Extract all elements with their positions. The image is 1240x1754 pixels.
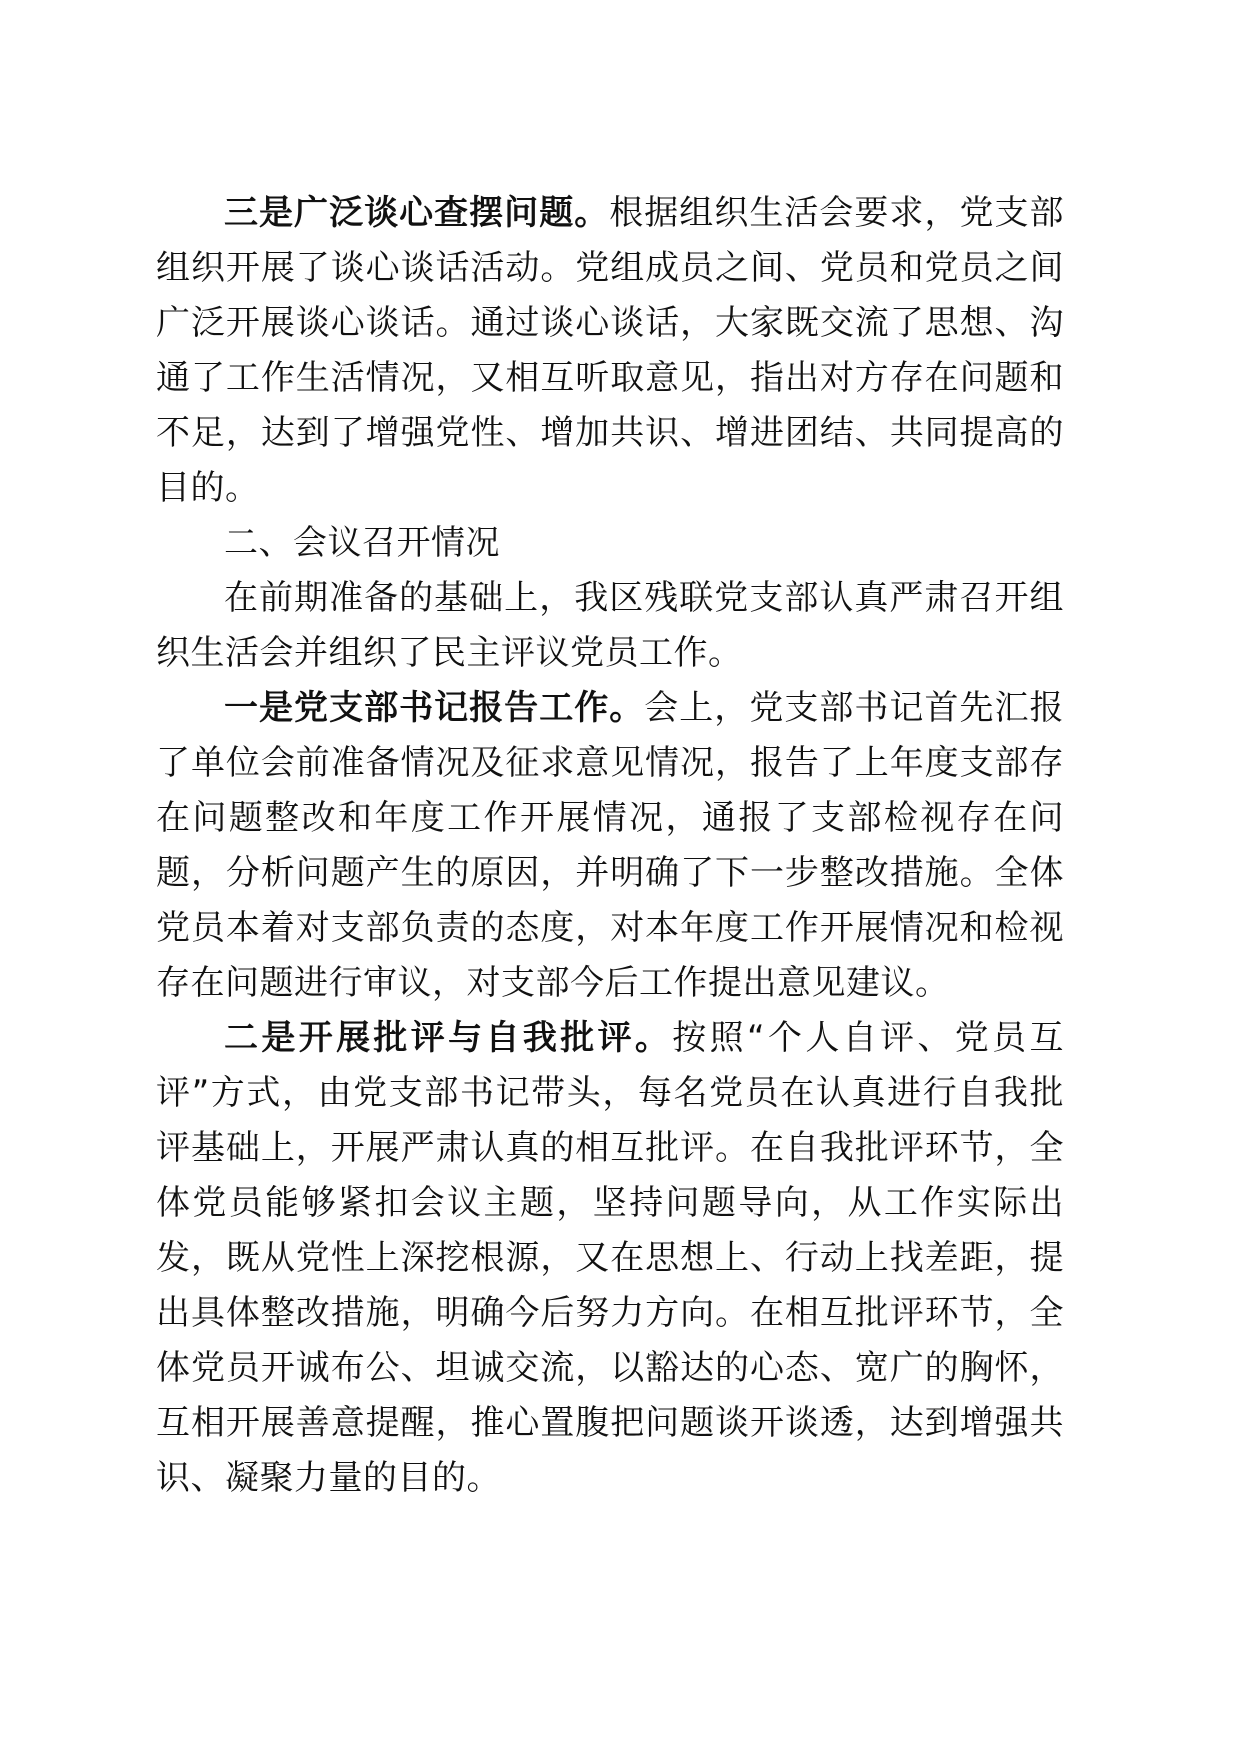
paragraph-lead: 一是党支部书记报告工作。 bbox=[224, 688, 645, 728]
paragraph-talk-heart-to-heart bbox=[156, 186, 1064, 516]
paragraph-criticism bbox=[156, 1011, 1064, 1506]
paragraph-lead: 三是广泛谈心查摆问题。 bbox=[224, 193, 610, 233]
paragraph-text: 在前期准备的基础上，我区残联党支部认真严肃召开组织生活会并组织了民主评议党员工作。 bbox=[156, 578, 1064, 673]
paragraph-secretary-report bbox=[156, 681, 1064, 1011]
paragraph-text: 根据组织生活会要求，党支部组织开展了谈心谈话活动。党组成员之间、党员和党员之间广泛开展谈心谈话。通过谈心谈话，大家既交流了思想、沟通了工作生活情况，又相互听取意见，指出对方存在问题和不足，达到了增强党性、增加共识、增进团结、共同提高的目的。 bbox=[156, 193, 1065, 508]
paragraph-text: 会上，党支部书记首先汇报了单位会前准备情况及征求意见情况，报告了上年度支部存在问题整改和年度工作开展情况，通报了支部检视存在问题，分析问题产生的原因，并明确了下一步整改措施。全体党员本着对支部负责的态度，对本年度工作开展情况和检视存在问题进行审议，对支部今后工作提出意见建议。 bbox=[156, 688, 1065, 1003]
section-heading-meeting: 二、会议召开情况 bbox=[224, 523, 500, 563]
paragraph-lead: 二是开展批评与自我批评。 bbox=[224, 1018, 673, 1058]
paragraph-meeting-intro bbox=[156, 571, 1064, 681]
paragraph-text: 按照“个人自评、党员互评”方式，由党支部书记带头，每名党员在认真进行自我批评基础上，开展严肃认真的相互批评。在自我批评环节，全体党员能够紧扣会议主题，坚持问题导向，从工作实际出发，既从党性上深挖根源，又在思想上、行动上找差距，提出具体整改措施，明确今后努力方向。在相互批评环节，全体党员开诚布公、坦诚交流，以豁达的心态、宽广的胸怀，互相开展善意提醒，推心置腹把问题谈开谈透，达到增强共识、凝聚力量的目的。 bbox=[156, 1018, 1064, 1498]
